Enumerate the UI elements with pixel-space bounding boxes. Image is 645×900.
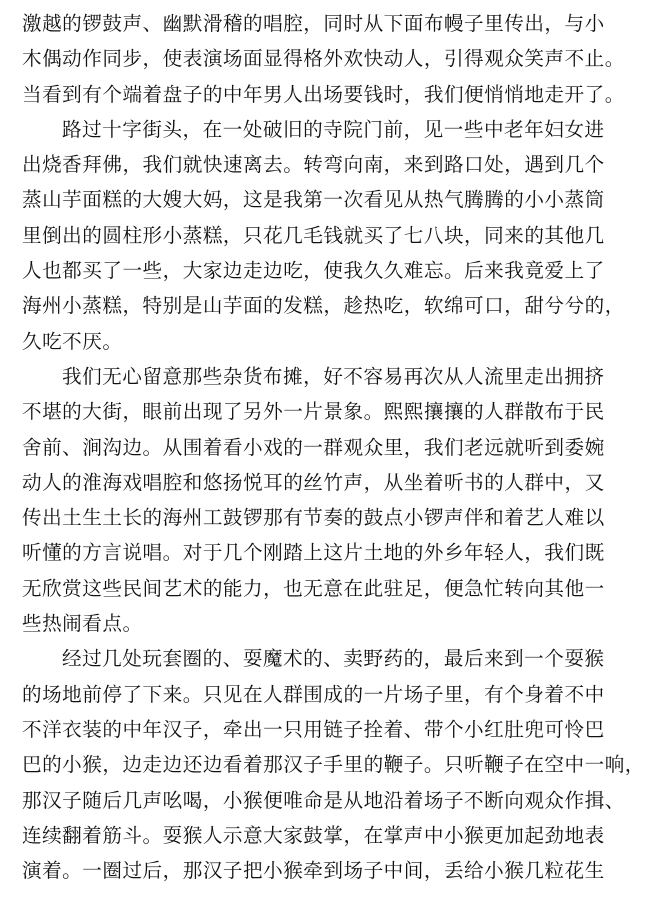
text-line: 听懂的方言说唱。对于几个刚踏上这片土地的外乡年轻人，我们既 bbox=[22, 541, 605, 565]
text-line: 木偶动作同步，使表演场面显得格外欢快动人，引得观众笑声不止。 bbox=[22, 47, 625, 71]
text-line: 激越的锣鼓声、幽默滑稽的唱腔，同时从下面布幔子里传出，与小 bbox=[22, 12, 605, 35]
paragraph-4 bbox=[22, 641, 645, 888]
text-line: 人也都买了一些，大家边走边吃，使我久久难忘。后来我竟爱上了 bbox=[22, 259, 605, 283]
text-line: 那汉子随后几声吆喝，小猴便唯命是从地沿着场子不断向观众作揖、 bbox=[22, 788, 625, 812]
text-line: 舍前、涧沟边。从围着看小戏的一群观众里，我们老远就听到委婉 bbox=[22, 435, 605, 459]
text-line: 巴的小猴，边走边还边看着那汉子手里的鞭子。只听鞭子在空中一响， bbox=[22, 753, 645, 777]
text-line: 动人的淮海戏唱腔和悠扬悦耳的丝竹声，从坐着听书的人群中，又 bbox=[22, 470, 605, 494]
text-line: 当看到有个端着盘子的中年男人出场要钱时，我们便悄悄地走开了。 bbox=[22, 82, 625, 106]
paragraph-1 bbox=[22, 6, 625, 112]
text-line: 久吃不厌。 bbox=[22, 329, 123, 353]
text-line: 经过几处玩套圈的、耍魔术的、卖野药的，最后来到一个耍猴 bbox=[62, 647, 605, 671]
paragraph-2 bbox=[22, 112, 625, 359]
text-line: 不洋衣装的中年汉子，牵出一只用链子拴着、带个小红肚兜可怜巴 bbox=[22, 717, 605, 741]
text-line: 出烧香拜佛，我们就快速离去。转弯向南，来到路口处，遇到几个 bbox=[22, 153, 605, 177]
text-line: 的场地前停了下来。只见在人群围成的一片场子里，有个身着不中 bbox=[22, 682, 605, 706]
text-line: 不堪的大街，眼前出现了另外一片景象。熙熙攘攘的人群散布于民 bbox=[22, 400, 605, 424]
text-line: 蒸山芋面糕的大嫂大妈，这是我第一次看见从热气腾腾的小小蒸筒 bbox=[22, 188, 605, 212]
text-line: 演着。一圈过后，那汉子把小猴牵到场子中间，丢给小猴几粒花生 bbox=[22, 859, 605, 883]
paragraph-3 bbox=[22, 359, 605, 641]
text-line: 里倒出的圆柱形小蒸糕，只花几毛钱就买了七八块，同来的其他几 bbox=[22, 223, 605, 247]
text-line: 传出土生土长的海州工鼓锣那有节奏的鼓点小锣声伴和着艺人难以 bbox=[22, 506, 605, 530]
text-line: 路过十字街头，在一处破旧的寺院门前，见一些中老年妇女进 bbox=[62, 117, 605, 141]
text-line: 我们无心留意那些杂货布摊，好不容易再次从人流里走出拥挤 bbox=[62, 364, 605, 388]
text-line: 些热闹看点。 bbox=[22, 612, 143, 636]
text-line: 无欣赏这些民间艺术的能力，也无意在此驻足，便急忙转向其他一 bbox=[22, 576, 605, 600]
text-line: 连续翻着筋斗。耍猴人示意大家鼓掌，在掌声中小猴更加起劲地表 bbox=[22, 823, 605, 847]
text-line: 海州小蒸糕，特别是山芋面的发糕，趁热吃，软绵可口，甜兮兮的， bbox=[22, 294, 625, 318]
